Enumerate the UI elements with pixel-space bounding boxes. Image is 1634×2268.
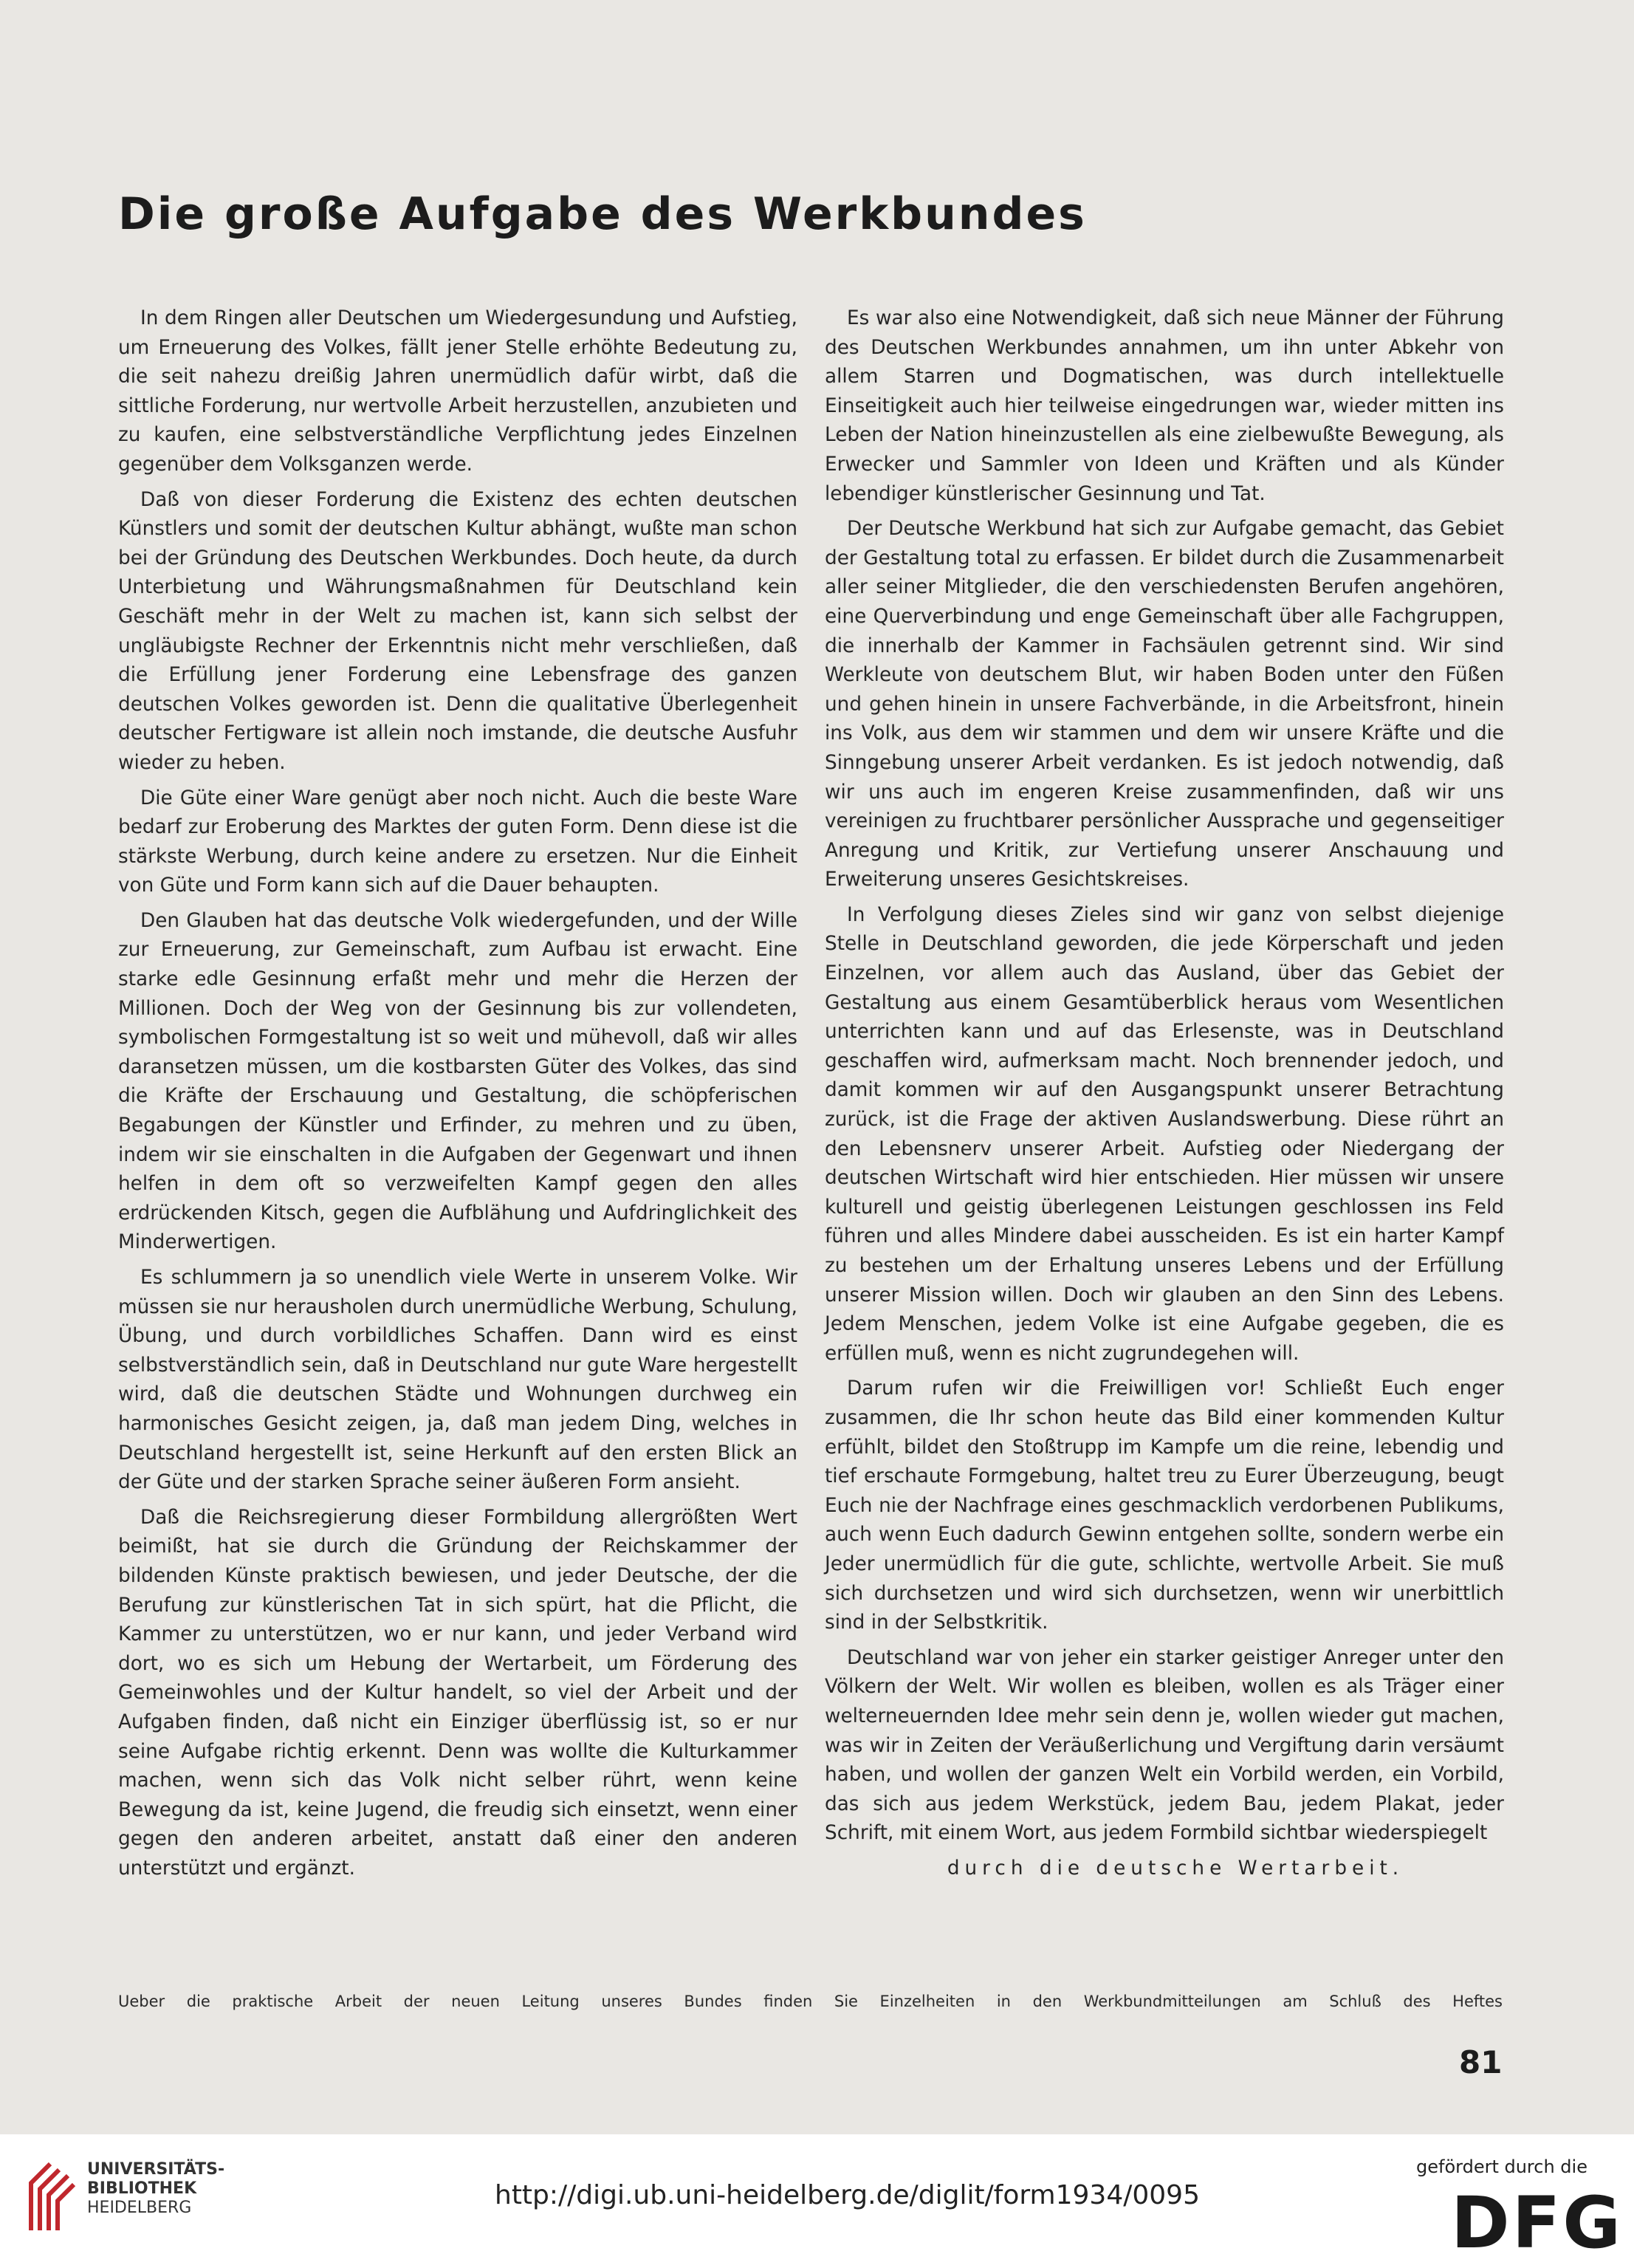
- source-url-link[interactable]: http://digi.ub.uni-heidelberg.de/diglit/form1934/0095: [495, 2180, 1200, 2210]
- closing-line: durch die deutsche Wertarbeit.: [947, 1857, 1404, 1880]
- right-text-column: [825, 304, 1504, 1889]
- library-logo-icon: [25, 2154, 78, 2236]
- paragraph: Die Güte einer Ware genügt aber noch nicht. Auch die beste Ware bedarf zur Eroberung des Marktes der guten Form. Denn diese ist die stärkste Werbung, durch keine andere zu ersetzen. Nur die Einheit von Güte und Form kann sich auf die Dauer behaupten.: [118, 787, 797, 897]
- page-number: 81: [1459, 2044, 1503, 2080]
- paragraph: Es war also eine Notwendigkeit, daß sich neue Männer der Führung des Deutschen Werkbundes annahmen, um ihn unter Abkehr von allem Starren und Dogmatischen, was durch intellektuelle Einseitigkeit auch hier teilweise eingedrungen war, wieder mitten ins Leben der Nation hineinzustellen als eine zielbewußte Bewegung, als Erwecker und Sammler von Ideen und Kräften und als Künder lebendiger künstlerischer Gesinnung und Tat.: [825, 307, 1504, 505]
- dfg-logo: DFG: [1451, 2182, 1624, 2264]
- library-name: [87, 2160, 224, 2218]
- left-text-column: [118, 304, 797, 1889]
- paragraph: In dem Ringen aller Deutschen um Wiedergesundung und Aufstieg, um Erneuerung des Volkes, fällt jener Stelle erhöhte Bedeutung zu, die seit nahezu dreißig Jahren unermüdlich dafür wirbt, daß die sittliche Forderung, nur wertvolle Arbeit herzustellen, anzubieten und zu kaufen, eine selbstverständliche Verpflichtung jedes Einzelnen gegenüber dem Volksganzen werde.: [118, 307, 797, 476]
- paragraph: Darum rufen wir die Freiwilligen vor! Schließt Euch enger zusammen, die Ihr schon heute das Bild einer kommenden Kultur erfühlt, bildet den Stoßtrupp im Kampfe um die reine, lebendig und tief erschaute Formgebung, haltet treu zu Eurer Überzeugung, beugt Euch nie der Nachfrage eines geschmacklich verdorbenen Publikums, auch wenn Euch dadurch Gewinn entgehen sollte, sondern werbe ein Jeder unermüdlich für die gute, schlichte, wertvolle Arbeit. Sie muß sich durchsetzen und wird sich durchsetzen, wenn wir unerbittlich sind in der Selbstkritik.: [825, 1377, 1504, 1634]
- paragraph: Daß die Reichsregierung dieser Formbildung allergrößten Wert beimißt, hat sie durch die Gründung der Reichskammer der bildenden Künste praktisch bewiesen, und jeder Deutsche, der die Berufung zur künstlerischen Tat in sich spürt, hat die Pflicht, die Kammer zu unterstützen, wo er nur kann, und jeder Verband wird dort, wo es sich um Hebung der Wertarbeit, um Förderung des Gemeinwohles und der Kultur handelt, so viel der Arbeit und der Aufgaben finden, daß nicht ein Einziger überflüssig ist, so er nur seine Aufgabe richtig erkennt. Denn was wollte die Kulturkammer machen, wenn sich das Volk nicht selber rührt, wenn keine Bewegung da ist, keine Jugend, die freudig sich einsetzt, wenn einer gegen den anderen arbeitet, anstatt daß einer den anderen unterstützt und ergänzt.: [118, 1506, 797, 1880]
- library-name-line: BIBLIOTHEK: [87, 2179, 197, 2198]
- paragraph: Deutschland war von jeher ein starker geistiger Anreger unter den Völkern der Welt. Wir wollen es bleiben, wollen es als Träger einer welterneuernden Idee mehr sein denn je, wollen wieder gut machen, was wir in Zeiten der Veräußerlichung und Vergiftung darin versäumt haben, und wollen der ganzen Welt ein Vorbild werden, ein Vorbild, das sich aus jedem Werkstück, jedem Bau, jedem Plakat, jeder Schrift, mit einem Wort, aus jedem Formbild sichtbar wiederspiegelt: [825, 1646, 1504, 1845]
- paragraph: Daß von dieser Forderung die Existenz des echten deutschen Künstlers und somit der deutschen Kultur abhängt, wußte man schon bei der Gründung des Deutschen Werkbundes. Doch heute, da durch Unterbietung und Währungsmaßnahmen für Deutschland kein Geschäft mehr in der Welt zu machen ist, kann sich selbst der ungläubigste Rechner der Erkenntnis nicht mehr verschließen, daß die Erfüllung jener Forderung eine Lebensfrage des ganzen deutschen Volkes geworden ist. Denn die qualitative Überlegenheit deutscher Fertigware ist allein noch imstande, die deutsche Ausfuhr wieder zu heben.: [118, 488, 797, 774]
- paragraph: Es schlummern ja so unendlich viele Werte in unserem Volke. Wir müssen sie nur herausholen durch unermüdliche Werbung, Schulung, Übung, und durch vorbildliches Schaffen. Dann wird es einst selbstverständlich sein, daß in Deutschland nur gute Ware hergestellt wird, daß die deutschen Städte und Wohnungen durchweg ein harmonisches Gesicht zeigen, ja, daß man jedem Ding, welches in Deutschland hergestellt ist, seine Herkunft auf den ersten Blick an der Güte und der starken Sprache seiner äußeren Form ansieht.: [118, 1267, 797, 1494]
- library-name-line: UNIVERSITÄTS-: [87, 2160, 225, 2179]
- funding-text: gefördert durch die: [1416, 2156, 1587, 2177]
- footnote: Ueber die praktische Arbeit der neuen Leitung unseres Bundes finden Sie Einzelheiten in den Werkbundmitteilungen am Schluß des Heftes: [118, 1993, 1503, 2010]
- paragraph: Der Deutsche Werkbund hat sich zur Aufgabe gemacht, das Gebiet der Gestaltung total zu erfassen. Er bildet durch die Zusammenarbeit aller seiner Mitglieder, die den verschiedensten Berufen angehören, eine Querverbindung und enge Gemeinschaft über alle Fachgruppen, die innerhalb der Kammer in Fachsäulen getrennt sind. Wir sind Werkleute von deutschem Blut, wir haben Boden unter den Füßen und gehen hinein in unsere Fachverbände, in die Arbeitsfront, hinein ins Volk, aus dem wir stammen und dem wir unsere Kräfte und die Sinngebung unserer Arbeit verdanken. Es ist jedoch notwendig, daß wir uns auch im engeren Kreise zusammenfinden, daß wir uns vereinigen zu fruchtbarer persönlicher Aussprache und gegenseitiger Anregung und Kritik, zur Vertiefung unserer Anschauung und Erweiterung unseres Gesichtskreises.: [825, 518, 1504, 891]
- paragraph: Den Glauben hat das deutsche Volk wiedergefunden, und der Wille zur Erneuerung, zur Gemeinschaft, zum Aufbau ist erwacht. Eine starke edle Gesinnung erfaßt mehr und mehr die Herzen der Millionen. Doch der Weg von der Gesinnung bis zur vollendeten, symbolischen Formgestaltung ist so weit und mühevoll, daß wir alles daransetzen müssen, um die kostbarsten Güter des Volkes, das sind die Kräfte der Erschauung und Gestaltung, die schöpferischen Begabungen der Künstler und Erfinder, zu mehren und zu üben, indem wir sie einschalten in die Aufgaben der Gegenwart und ihnen helfen in dem oft so verzweifelten Kampf gegen den alles erdrückenden Kitsch, gegen die Aufblähung und Aufdringlichkeit des Minderwertigen.: [118, 909, 797, 1254]
- article-title: Die große Aufgabe des Werkbundes: [118, 188, 1087, 240]
- library-name-line: HEIDELBERG: [87, 2199, 192, 2217]
- paragraph: In Verfolgung dieses Zieles sind wir ganz von selbst diejenige Stelle in Deutschland geworden, die jede Körperschaft und jeden Einzelnen, vor allem auch das Ausland, über das Gebiet der Gestaltung aus einem Gesamtüberblick heraus vom Wesentlichen unterrichten kann und auf das Erlesenste, was in Deutschland geschaffen wird, aufmerksam macht. Noch brennender jedoch, und damit kommen wir auf den Ausgangspunkt unserer Betrachtung zurück, ist die Frage der aktiven Auslandswerbung. Diese rührt an den Lebensnerv unserer Arbeit. Aufstieg oder Niedergang der deutschen Wirtschaft wird hier entschieden. Hier müssen wir unsere kulturell und geistig überlegenen Leistungen geschlossen ins Feld führen und alles Mindere dabei ausscheiden. Es ist ein harter Kampf zu bestehen um der Erhaltung unseres Lebens und der Erfüllung unserer Mission willen. Doch wir glauben an den Sinn des Lebens. Jedem Menschen, jedem Volke ist eine Aufgabe gegeben, die es erfüllen muß, wenn es nicht zugrundegehen will.: [825, 903, 1504, 1365]
